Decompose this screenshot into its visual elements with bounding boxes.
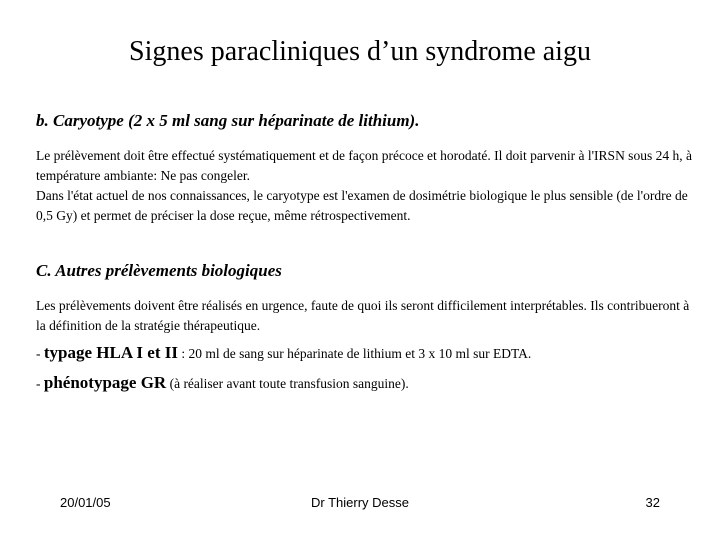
section-b-paragraph-2: Dans l'état actuel de nos connaissances, le caryotype est l'examen de dosimétrie biologique le plus sensible (de l'ordre de 0,5 Gy) et permet de préciser la dose reçue, même rétrospectivement. [36,188,688,223]
section-b-heading: b. Caryotype (2 x 5 ml sang sur héparinate de lithium). [36,111,420,130]
slide-title: Signes paracliniques d’un syndrome aigu [129,36,591,67]
footer-date: 20/01/05 [60,495,111,510]
footer-author: Dr Thierry Desse [310,495,409,510]
bullet-phenotyping [36,371,706,396]
bullet-dash: - [36,346,44,361]
bullet-term: typage HLA I et II [43,343,178,362]
bullet-text: : 20 ml de sang sur héparinate de lithium et 3 x 10 ml sur EDTA. [178,346,532,361]
section-c-heading: C. Autres prélèvements biologiques [36,261,282,280]
bullet-hla-typing [36,341,706,366]
footer-page-number: 32 [645,495,660,510]
bullet-term: phénotypage GR [43,373,167,392]
bullet-text: (à réaliser avant toute transfusion sanguine). [166,376,409,391]
section-c-paragraph: Les prélèvements doivent être réalisés en urgence, faute de quoi ils seront difficilement interprétables. Ils contribueront à la définition de la stratégie thérapeutique. [36,298,690,333]
section-b-paragraph-1: Le prélèvement doit être effectué systématiquement et de façon précoce et horodaté. Il doit parvenir à l'IRSN sous 24 h, à température ambiante: Ne pas congeler. [36,148,692,183]
bullet-dash: - [36,376,44,391]
